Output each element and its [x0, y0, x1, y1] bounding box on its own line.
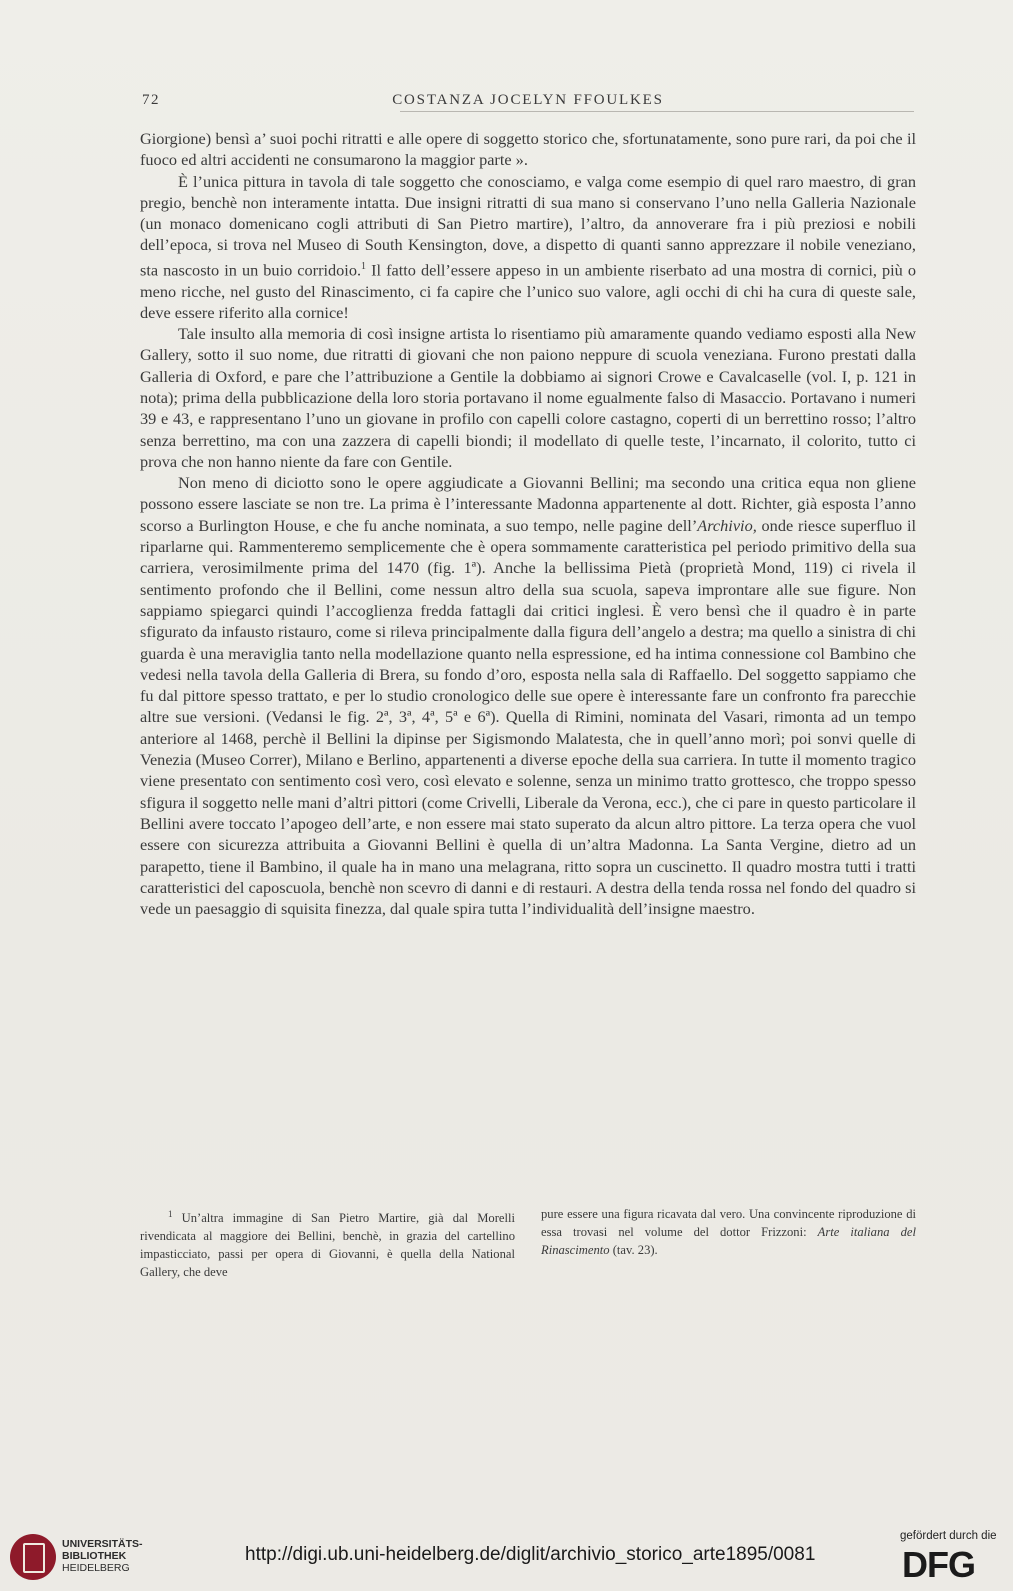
footnote-left-column [140, 1205, 515, 1281]
footnote-right-column [541, 1205, 916, 1281]
paragraph: È l’unica pittura in tavola di tale soggetto che conosciamo, e valga come esempio di quel raro maestro, di gran pregio, benchè non interamente intatta. Due insigni ritratti di sua mano si conservano l’uno nella Galleria Nazionale (un monaco domenicano cogli attributi di San Pietro martire), l’altro, da annoverare fra i più preziosi e nobili dell’epoca, si trova nel Museo di South Kensington, dove, a dispetto di quanti sanno apprezzare il nobile veneziano, sta nascosto in un buio corridoio.$^1$ Il fatto dell’essere appeso in un ambiente riserbato ad una mostra di cornici, più o meno ricche, nel gusto del Rinascimento, ci fa capire che l’unico suo valore, agli occhi di chi ha cura di queste sale, deve essere riferito alla cornice! [140, 171, 916, 322]
running-title: COSTANZA JOCELYN FFOULKES [392, 92, 664, 108]
source-url-link[interactable]: http://digi.ub.uni-heidelberg.de/diglit/archivio_storico_arte1895/0081 [245, 1544, 816, 1565]
body-text [140, 128, 916, 919]
library-name: UNIVERSITÄTS- BIBLIOTHEK HEIDELBERG [62, 1538, 143, 1574]
paragraph: Giorgione) bensì a’ suoi pochi ritratti e alle opere di soggetto storico che, sfortunatamente, sono pure rari, da poi che il fuoco ed altri accidenti ne consumarono la maggior parte ». [140, 129, 916, 170]
footnote: $^1$ Un’altra immagine di San Pietro Martire, già dal Morelli rivendicata al maggiore dei Bellini, benchè, in grazia del cartellino impasticciato, passi per opera di Giovanni, è quella della National Gallery, che deve [140, 1209, 515, 1280]
digitization-footer [0, 1508, 1013, 1591]
footnote-continuation: pure essere una figura ricavata dal vero. Una convincente riproduzione di essa trovasi nel volume del dottor Frizzoni: Arte italiana del Rinascimento (tav. 23). [541, 1207, 916, 1257]
footnote-ref: 1 [361, 260, 367, 272]
page-number: 72 [142, 92, 160, 108]
paragraph: Tale insulto alla memoria di così insigne artista lo risentiamo più amaramente quando vediamo esposti alla New Gallery, sotto il suo nome, due ritratti di giovani che non paiono neppure di scuola veneziana. Furono prestati dalla Galleria di Oxford, e pare che l’attribuzione a Gentile la dobbiamo ai signori Crowe e Cavalcaselle (vol. I, p. 121 in nota); prima della pubblicazione della loro storia portavano il nome egualmente falso di Masaccio. Portavano i numeri 39 e 43, e rappresentano l’uno un giovane in profilo con capelli colore castagno, coperti di un berrettino rosso; l’altro senza berrettino, ma con una zazzera di capelli biondi; il modellato di quelle teste, l’incarnato, il colorito, tutto ci prova che non hanno niente da fare con Gentile. [140, 324, 916, 471]
funded-by-label: gefördert durch die [900, 1530, 997, 1542]
header-rule [400, 111, 914, 112]
footnote-marker: 1 [168, 1209, 173, 1219]
university-library-logo-icon [10, 1534, 56, 1580]
footnotes [140, 1205, 916, 1281]
dfg-logo: DFG [902, 1544, 975, 1585]
paragraph: Non meno di diciotto sono le opere aggiudicate a Giovanni Bellini; ma secondo una critica equa non gliene possono essere lasciate se non tre. La prima è l’interessante Madonna appartenente al dott. Richter, già esposta l’anno scorso a Burlington House, e che fu anche nominata, a suo tempo, nelle pagine dell’Archivio, onde riesce superfluo il riparlarne qui. Rammenteremo semplicemente che è opera sommamente caratteristica pel periodo primitivo della sua carriera, verosimilmente prima del 1470 (fig. 1ª). Anche la bellissima Pietà (proprietà Mond, 119) ci rivela il sentimento profondo che il Bellini, come nessun altro della sua scuola, sapeva improntare alle sue figure. Non sappiamo spiegarci quindi l’accoglienza fredda fattagli dai critici inglesi. È vero bensì che il quadro è in parte sfigurato da infausto ristauro, come si rileva principalmente dalla figura dell’angelo a destra; ma quello a sinistra di chi guarda è una meraviglia tanto nella modellazione quanto nella espressione, ed ha intima connessione col Bambino che vedesi nella tavola della Galleria di Brera, su fondo d’oro, esposta nella sala di Raffaello. Del soggetto sappiamo che fu dal pittore spesso trattato, e per lo studio cronologico delle sue opere è interessante fare un confronto fra parecchie altre sue versioni. (Vedansi le fig. 2ª, 3ª, 4ª, 5ª e 6ª). Quella di Rimini, nominata del Vasari, rimonta ad un tempo anteriore al 1468, perchè il Bellini la dipinse per Sigismondo Malatesta, che in quell’anno morì; poi sonvi quelle di Venezia (Museo Correr), Milano e Berlino, appartenenti a diverse epoche della sua carriera. In tutte il momento tragico viene presentato con sentimento così vero, così elevato e solenne, senza un minimo tratto grottesco, che troppo spesso sfigura il soggetto nelle mani d’altri pittori (come Crivelli, Liberale da Verona, ecc.), che ci pare in questo particolare il Bellini avere toccato l’apogeo dell’arte, e non essere mai stato superato da alcun altro pittore. La terza opera che vuol essere con sicurezza attribuita a Giovanni Bellini è quella di un’altra Madonna. La Santa Vergine, dietro ad un parapetto, tiene il Bambino, il quale ha in mano una melagrana, ritto sopra un cuscinetto. Il quadro mostra tutti i tratti caratteristici del caposcuola, benchè non scevro di danni e di restauri. A destra della tenda rossa nel fondo del quadro si vede un paesaggio di squisita finezza, dal quale spira tutta l’individualità dell’insigne maestro. [140, 473, 916, 919]
